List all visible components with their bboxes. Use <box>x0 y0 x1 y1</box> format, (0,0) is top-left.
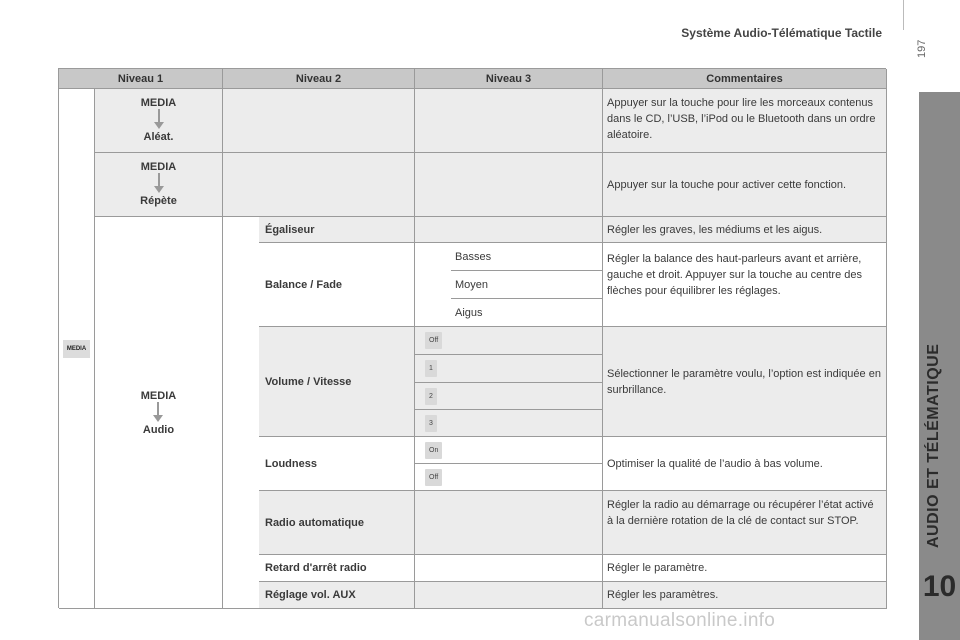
egaliseur-label: Égaliseur <box>259 217 415 243</box>
aleat-label: Aléat. <box>143 131 174 143</box>
media-button-icon: MEDIA <box>63 340 90 358</box>
balance-comment: Régler la balance des haut-parleurs avant et arrière, gauche et droit. Appuyer sur la touche au centre des flèches pour équilibrer les réglages. <box>603 243 887 327</box>
page-header-title: Système Audio-Télématique Tactile <box>681 26 882 40</box>
settings-table <box>58 68 886 608</box>
media-label: MEDIA <box>140 161 177 173</box>
volume-option-1 <box>415 355 603 383</box>
header-niveau-3: Niveau 3 <box>415 69 603 89</box>
loudness-comment: Optimiser la qualité de l’audio à bas volume. <box>603 437 887 491</box>
volume-chip-2: 2 <box>425 388 437 405</box>
row-repete-level3 <box>415 153 603 217</box>
retard-label: Retard d'arrêt radio <box>259 555 415 582</box>
audio-indent <box>223 217 259 609</box>
volume-comment: Sélectionner le paramètre voulu, l’option est indiquée en surbrillance. <box>603 327 887 437</box>
reglage-aux-level3 <box>415 582 603 609</box>
volume-option-2 <box>415 383 603 410</box>
chapter-number: 10 <box>922 570 957 603</box>
row-repete-comment: Appuyer sur la touche pour activer cette fonction. <box>603 153 887 217</box>
watermark: carmanualsonline.info <box>584 610 776 631</box>
radio-auto-label: Radio automatique <box>259 491 415 555</box>
media-label: MEDIA <box>140 389 177 402</box>
volume-label: Volume / Vitesse <box>259 327 415 437</box>
balance-label: Balance / Fade <box>259 243 415 327</box>
audio-level1 <box>95 217 223 609</box>
volume-chip-3: 3 <box>425 415 437 432</box>
arrow-down-icon <box>152 402 164 424</box>
radio-auto-comment: Régler la radio au démarrage ou récupérer l’état activé à la dernière rotation de la clé de contact sur STOP. <box>603 491 887 555</box>
audio-label: Audio <box>142 423 175 436</box>
volume-chip-off: Off <box>425 332 442 349</box>
row-repete-level2 <box>223 153 415 217</box>
retard-comment: Régler le paramètre. <box>603 555 887 582</box>
balance-option-aigus: Aigus <box>451 299 603 327</box>
egaliseur-comment: Régler les graves, les médiums et les aigus. <box>603 217 887 243</box>
row-aleat-comment: Appuyer sur la touche pour lire les morceaux contenus dans le CD, l’USB, l’iPod ou le Bluetooth dans un ordre aléatoire. <box>603 89 887 153</box>
loudness-chip-off: Off <box>425 469 442 486</box>
header-commentaires: Commentaires <box>603 69 887 89</box>
radio-auto-level3 <box>415 491 603 555</box>
volume-chip-1: 1 <box>425 360 437 377</box>
balance-indent <box>415 243 451 327</box>
egaliseur-level3 <box>415 217 603 243</box>
arrow-down-icon <box>153 173 165 195</box>
balance-option-moyen: Moyen <box>451 271 603 299</box>
volume-option-3 <box>415 410 603 437</box>
side-tab-label: AUDIO ET TÉLÉMATIQUE <box>925 343 942 548</box>
loudness-label: Loudness <box>259 437 415 491</box>
volume-option-off <box>415 327 603 355</box>
row-repete-level1 <box>95 153 223 217</box>
header-niveau-2: Niveau 2 <box>223 69 415 89</box>
media-label: MEDIA <box>140 97 177 109</box>
reglage-aux-label: Réglage vol. AUX <box>259 582 415 609</box>
repete-label: Répète <box>140 195 177 207</box>
arrow-down-icon <box>153 109 165 131</box>
loudness-chip-on: On <box>425 442 442 459</box>
balance-option-basses: Basses <box>451 243 603 271</box>
reglage-aux-comment: Régler les paramètres. <box>603 582 887 609</box>
row-aleat-level2 <box>223 89 415 153</box>
loudness-option-on <box>415 437 603 464</box>
media-column <box>59 89 95 609</box>
row-aleat-level3 <box>415 89 603 153</box>
header-niveau-1: Niveau 1 <box>59 69 223 89</box>
loudness-option-off <box>415 464 603 491</box>
page-number: 197 <box>916 39 928 58</box>
row-aleat-level1 <box>95 89 223 153</box>
retard-level3 <box>415 555 603 582</box>
header-divider <box>903 0 904 30</box>
